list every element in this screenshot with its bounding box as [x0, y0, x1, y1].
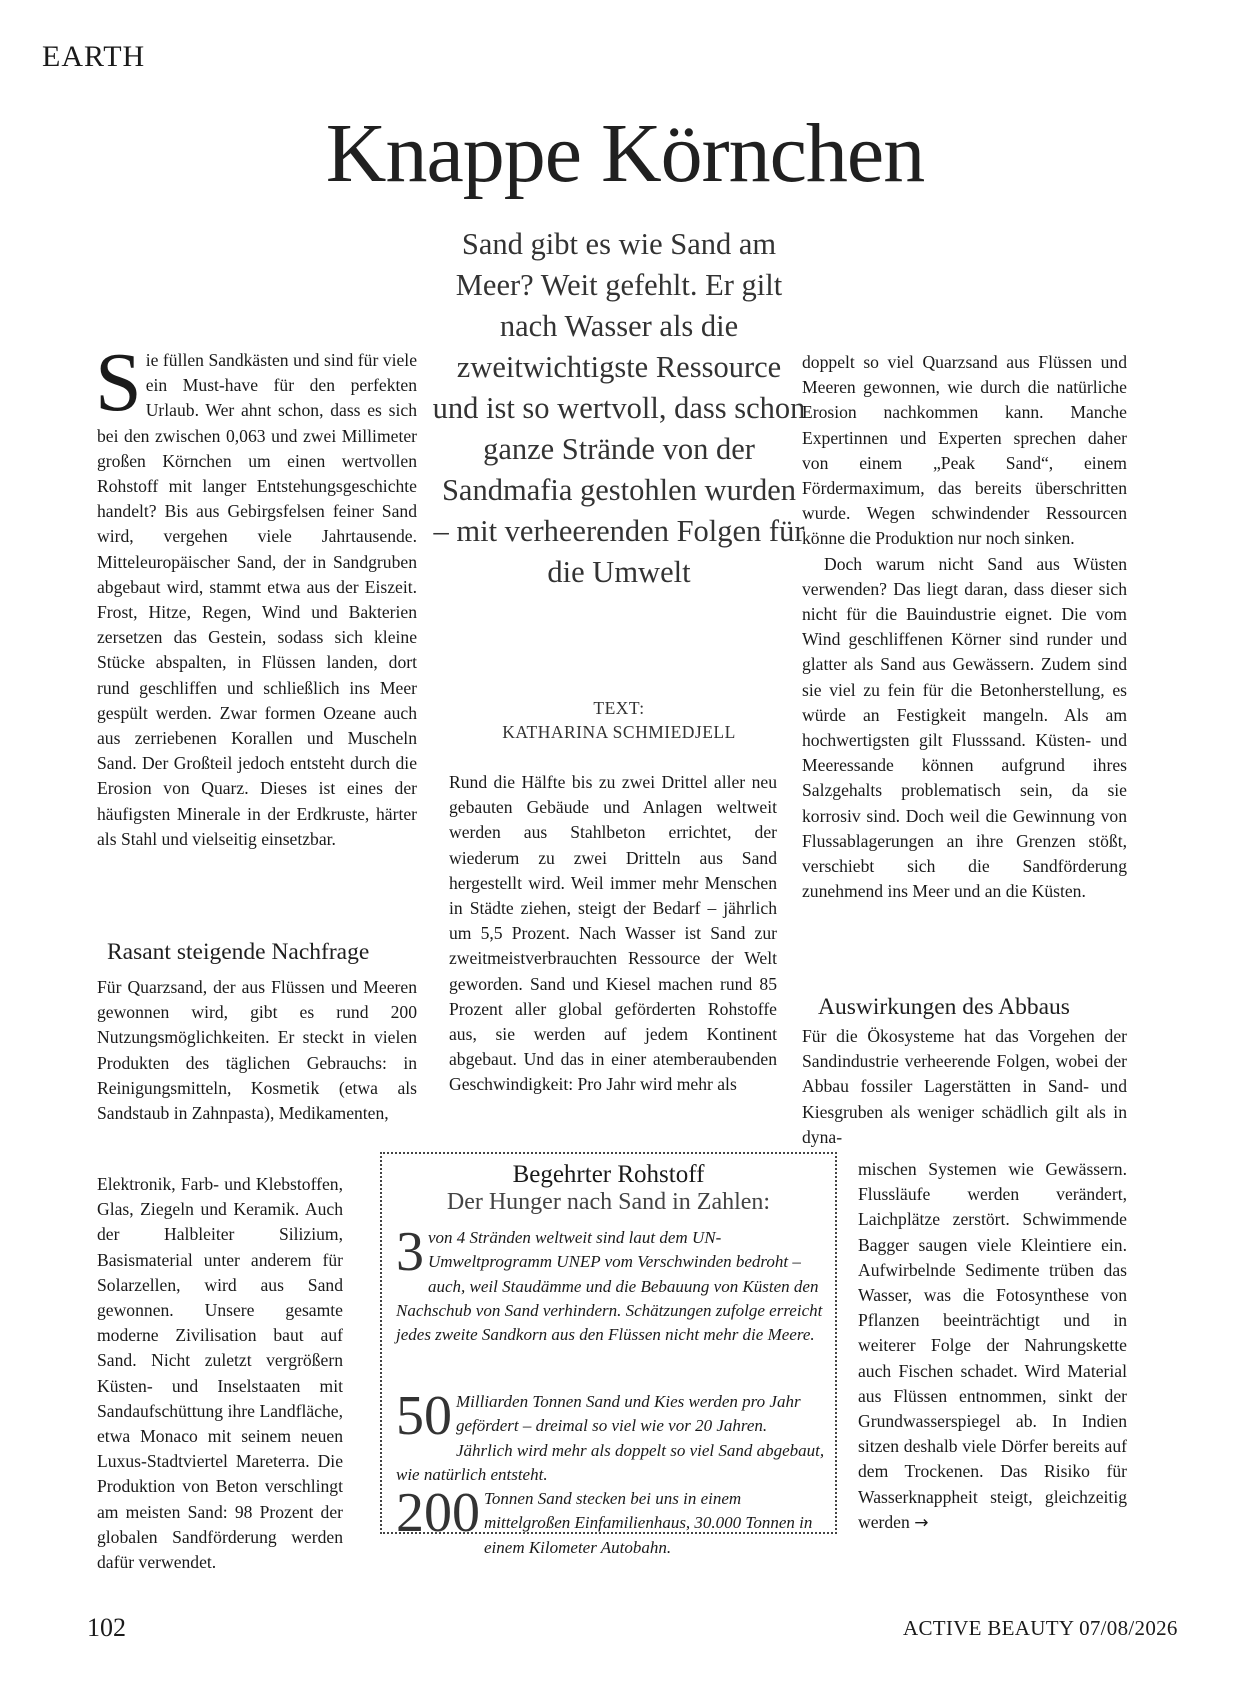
- continue-arrow-icon: →: [914, 1512, 929, 1533]
- fact-number: 200: [396, 1482, 480, 1544]
- byline: [432, 696, 806, 744]
- paragraph-text: mischen Systemen wie Gewässern. Flussläufe werden verändert, Laichplätze zerstört. Schwimmende Bagger saugen viele Kleintiere ein. Aufwirbelnde Sedimente trüben das Wasser, was die Fotosynthese von Pflanzen beeinträchtigt und in weiterer Folge der Nahrungskette auch Fischen schadet. Wird Material aus Flüssen entnommen, sinkt der Grundwasserspiegel ab. In Indien sitzen deshalb viele Dörfer bereits auf dem Trockenen. Das Risiko für Wasserknappheit steigt, gleichzeitig werden: [858, 1159, 1127, 1532]
- paragraph: Für die Ökosysteme hat das Vorgehen der Sandindustrie verheerende Folgen, wobei der Abbau fossiler Lagerstätten in Sand- und Kiesgruben als weniger schädlich gilt als in dyna-: [802, 1026, 1127, 1147]
- section-label: EARTH: [42, 40, 146, 73]
- column-1-body: [97, 975, 417, 1126]
- column-2-body: [449, 770, 777, 1098]
- paragraph: [858, 1157, 1127, 1536]
- fact-item: [396, 1385, 828, 1487]
- fact-number: 3: [396, 1221, 424, 1283]
- column-1-intro: [95, 336, 417, 852]
- page-number: 102: [87, 1613, 126, 1642]
- drop-cap: S: [95, 336, 142, 429]
- fact-item: [396, 1482, 828, 1560]
- subheading-demand: Rasant steigende Nachfrage: [107, 939, 370, 965]
- paragraph: doppelt so viel Quarzsand aus Flüssen und Meeren gewonnen, wie durch die natürliche Erosion nachkommen kann. Manche Expertinnen und Experten sprechen daher von einem „Peak Sand“, einem Fördermaximum, das bereits überschritten wurde. Wegen schwindender Ressourcen könne die Produktion nur noch sinken.: [802, 352, 1127, 549]
- column-3-body: [802, 350, 1127, 904]
- subheading-effects: Auswirkungen des Abbaus: [818, 994, 1070, 1020]
- article-title: Knappe Körnchen: [325, 107, 925, 200]
- column-3-effects: [802, 1024, 1127, 1150]
- paragraph: Elektronik, Farb- und Klebstoffen, Glas, Ziegeln und Keramik. Auch der Halbleiter Silizium, Basismaterial unter anderem für Solarzellen, wird aus Sand gewonnen. Unsere gesamte moderne Zivilisation baut auf Sand. Nicht zuletzt vergrößern Küsten- und Inselstaaten mit Sandaufschüttung ihre Landfläche, etwa Monaco mit seinem neuen Luxus-Stadtviertel Mareterra. Die Produktion von Beton verschlingt am meisten Sand: 98 Prozent der globalen Sandförderung werden dafür verwendet.: [97, 1174, 343, 1573]
- column-1-body-continued: [97, 1172, 343, 1575]
- infobox-title: Begehrter Rohstoff: [512, 1161, 705, 1188]
- paragraph: Rund die Hälfte bis zu zwei Drittel aller neu gebauten Gebäude und Anlagen weltweit werden aus Stahlbeton errichtet, der wiederum zu zwei Dritteln aus Sand hergestellt wird. Weil immer mehr Menschen in Städte ziehen, steigt der Bedarf – jährlich um 5,5 Prozent. Nach Wasser ist Sand zur zweitmeistverbrauchten Ressource der Welt geworden. Sand und Kiesel machen rund 85 Prozent aller global geförderten Rohstoffe aus, sie werden auf jedem Kontinent abgebaut. Und das in einer atemberaubenden Geschwindigkeit: Pro Jahr wird mehr als: [449, 772, 777, 1095]
- magazine-issue: ACTIVE BEAUTY 07/08/2026: [903, 1616, 1178, 1640]
- paragraph: Für Quarzsand, der aus Flüssen und Meeren gewonnen wird, gibt es rund 200 Nutzungsmöglichkeiten. Er steckt in vielen Produkten des täglichen Gebrauchs: in Reinigungsmitteln, Kosmetik (etwa als Sandstaub in Zahnpasta), Medikamenten,: [97, 977, 417, 1124]
- article-lead: Sand gibt es wie Sand am Meer? Weit gefehlt. Er gilt nach Wasser als die zweitwichtigste Ressource und ist so wertvoll, dass schon ganze Strände von der Sandmafia gestohlen wurden – mit verheerenden Folgen für die Umwelt: [432, 227, 806, 589]
- byline-label: TEXT:: [593, 698, 645, 718]
- column-3-effects-continued: [858, 1157, 1127, 1536]
- fact-text: Milliarden Tonnen Sand und Kies werden pro Jahr gefördert – dreimal so viel wie vor 20 Jahren. Jährlich wird mehr als doppelt so viel Sand abgebaut, wie natürlich entsteht.: [396, 1392, 825, 1484]
- paragraph: Doch warum nicht Sand aus Wüsten verwenden? Das liegt daran, dass dieser sich nicht für die Bauindustrie eignet. Die vom Wind geschliffenen Körner sind runder und glatter als Sand aus Gewässern. Zudem sind sie viel zu fein für die Betonherstellung, es würde an Festigkeit mangeln. Als am hochwertigsten gilt Flusssand. Küsten- und Meeressande können aufgrund ihres Salzgehalts problematisch sein, da sie korrosiv sind. Doch weil die Gewinnung von Flussablagerungen an ihre Grenzen stößt, verschiebt sich die Sandförderung zunehmend ins Meer und an die Küsten.: [802, 553, 1127, 902]
- intro-text: ie füllen Sandkästen und sind für viele ein Must-have für den perfekten Urlaub. Wer ahnt schon, dass es sich bei den zwischen 0,063 und zwei Millimeter großen Körnchen um einen wertvollen Rohstoff mit langer Entstehungsgeschichte handelt? Bis aus Gebirgsfelsen feiner Sand wird, vergehen viele Jahrtausende. Mitteleuropäischer Sand, der in Sandgruben abgebaut wird, stammt etwa aus der Eiszeit. Frost, Hitze, Regen, Wind und Bakterien zersetzen das Gestein, sodass sich kleine Stücke abspalten, in Flüssen landen, dort rund geschliffen und schließlich ins Meer gespült werden. Zwar formen Ozeane auch aus zerriebenen Korallen und Muscheln Sand. Der Großteil jedoch entsteht durch die Erosion von Quarz. Dieses ist eines der häufigsten Minerale in der Erdkruste, härter als Stahl und vielseitig einsetzbar.: [97, 350, 417, 849]
- fact-number: 50: [396, 1385, 452, 1447]
- fact-text: Tonnen Sand stecken bei uns in einem mittelgroßen Einfamilienhaus, 30.000 Tonnen in einem Kilometer Autobahn.: [484, 1489, 813, 1557]
- byline-author: KATHARINA SCHMIEDJELL: [502, 722, 736, 742]
- fact-item: [396, 1221, 828, 1347]
- fact-text: von 4 Stränden weltweit sind laut dem UN-Umweltprogramm UNEP vom Verschwinden bedroht – auch, weil Staudämme und die Bebauung von Küsten den Nachschub von Sand verhindern. Schätzungen zufolge erreicht jedes zweite Sandkorn aus den Flüssen nicht mehr die Meere.: [396, 1228, 823, 1345]
- infobox-subtitle: Der Hunger nach Sand in Zahlen:: [446, 1189, 771, 1215]
